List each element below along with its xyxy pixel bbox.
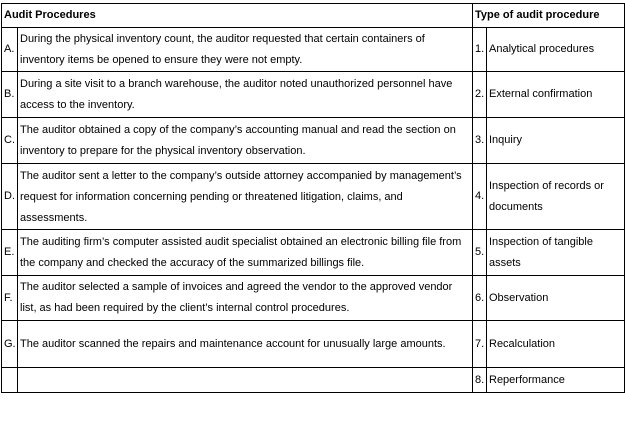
type-number: 8. bbox=[473, 368, 487, 393]
procedure-description: The auditor selected a sample of invoices and agreed the vendor to the approved vendor list, as had been required by the client’s internal control procedures. bbox=[18, 276, 473, 321]
header-audit-procedures: Audit Procedures bbox=[2, 4, 473, 28]
procedure-description: The auditing firm’s computer assisted audit specialist obtained an electronic billing file from the company and checked the accuracy of the summarized billings file. bbox=[18, 230, 473, 276]
procedure-letter: A. bbox=[2, 28, 18, 72]
type-number: 4. bbox=[473, 164, 487, 230]
procedure-description bbox=[18, 368, 473, 393]
procedure-letter: B. bbox=[2, 72, 18, 118]
type-number: 5. bbox=[473, 230, 487, 276]
procedure-letter: F. bbox=[2, 276, 18, 321]
procedure-letter: C. bbox=[2, 118, 18, 164]
procedure-description: The auditor scanned the repairs and maintenance account for unusually large amounts. bbox=[18, 321, 473, 368]
type-number: 3. bbox=[473, 118, 487, 164]
procedure-description: During the physical inventory count, the auditor requested that certain containers of inventory items be opened to ensure they were not empty. bbox=[18, 28, 473, 72]
procedure-letter: E. bbox=[2, 230, 18, 276]
type-number: 2. bbox=[473, 72, 487, 118]
type-label: External confirmation bbox=[487, 72, 625, 118]
type-number: 1. bbox=[473, 28, 487, 72]
procedure-letter: G. bbox=[2, 321, 18, 368]
type-label: Observation bbox=[487, 276, 625, 321]
audit-procedures-table bbox=[1, 3, 625, 393]
type-label: Reperformance bbox=[487, 368, 625, 393]
procedure-description: During a site visit to a branch warehouse, the auditor noted unauthorized personnel have access to the inventory. bbox=[18, 72, 473, 118]
header-type-of-audit-procedure: Type of audit procedure bbox=[473, 4, 625, 28]
procedure-letter bbox=[2, 368, 18, 393]
table-row bbox=[2, 118, 625, 164]
procedure-letter: D. bbox=[2, 164, 18, 230]
table-row bbox=[2, 368, 625, 393]
table-header-row bbox=[2, 4, 625, 28]
type-label: Recalculation bbox=[487, 321, 625, 368]
table-row bbox=[2, 28, 625, 72]
procedure-description: The auditor obtained a copy of the company’s accounting manual and read the section on inventory to prepare for the physical inventory observation. bbox=[18, 118, 473, 164]
type-label: Inquiry bbox=[487, 118, 625, 164]
type-label: Inspection of records or documents bbox=[487, 164, 625, 230]
type-label: Analytical procedures bbox=[487, 28, 625, 72]
table-row bbox=[2, 321, 625, 368]
table-row bbox=[2, 72, 625, 118]
type-number: 7. bbox=[473, 321, 487, 368]
type-label: Inspection of tangible assets bbox=[487, 230, 625, 276]
table-row bbox=[2, 276, 625, 321]
table-row bbox=[2, 164, 625, 230]
table-row bbox=[2, 230, 625, 276]
type-number: 6. bbox=[473, 276, 487, 321]
procedure-description: The auditor sent a letter to the company’s outside attorney accompanied by management’s request for information concerning pending or threatened litigation, claims, and assessments. bbox=[18, 164, 473, 230]
